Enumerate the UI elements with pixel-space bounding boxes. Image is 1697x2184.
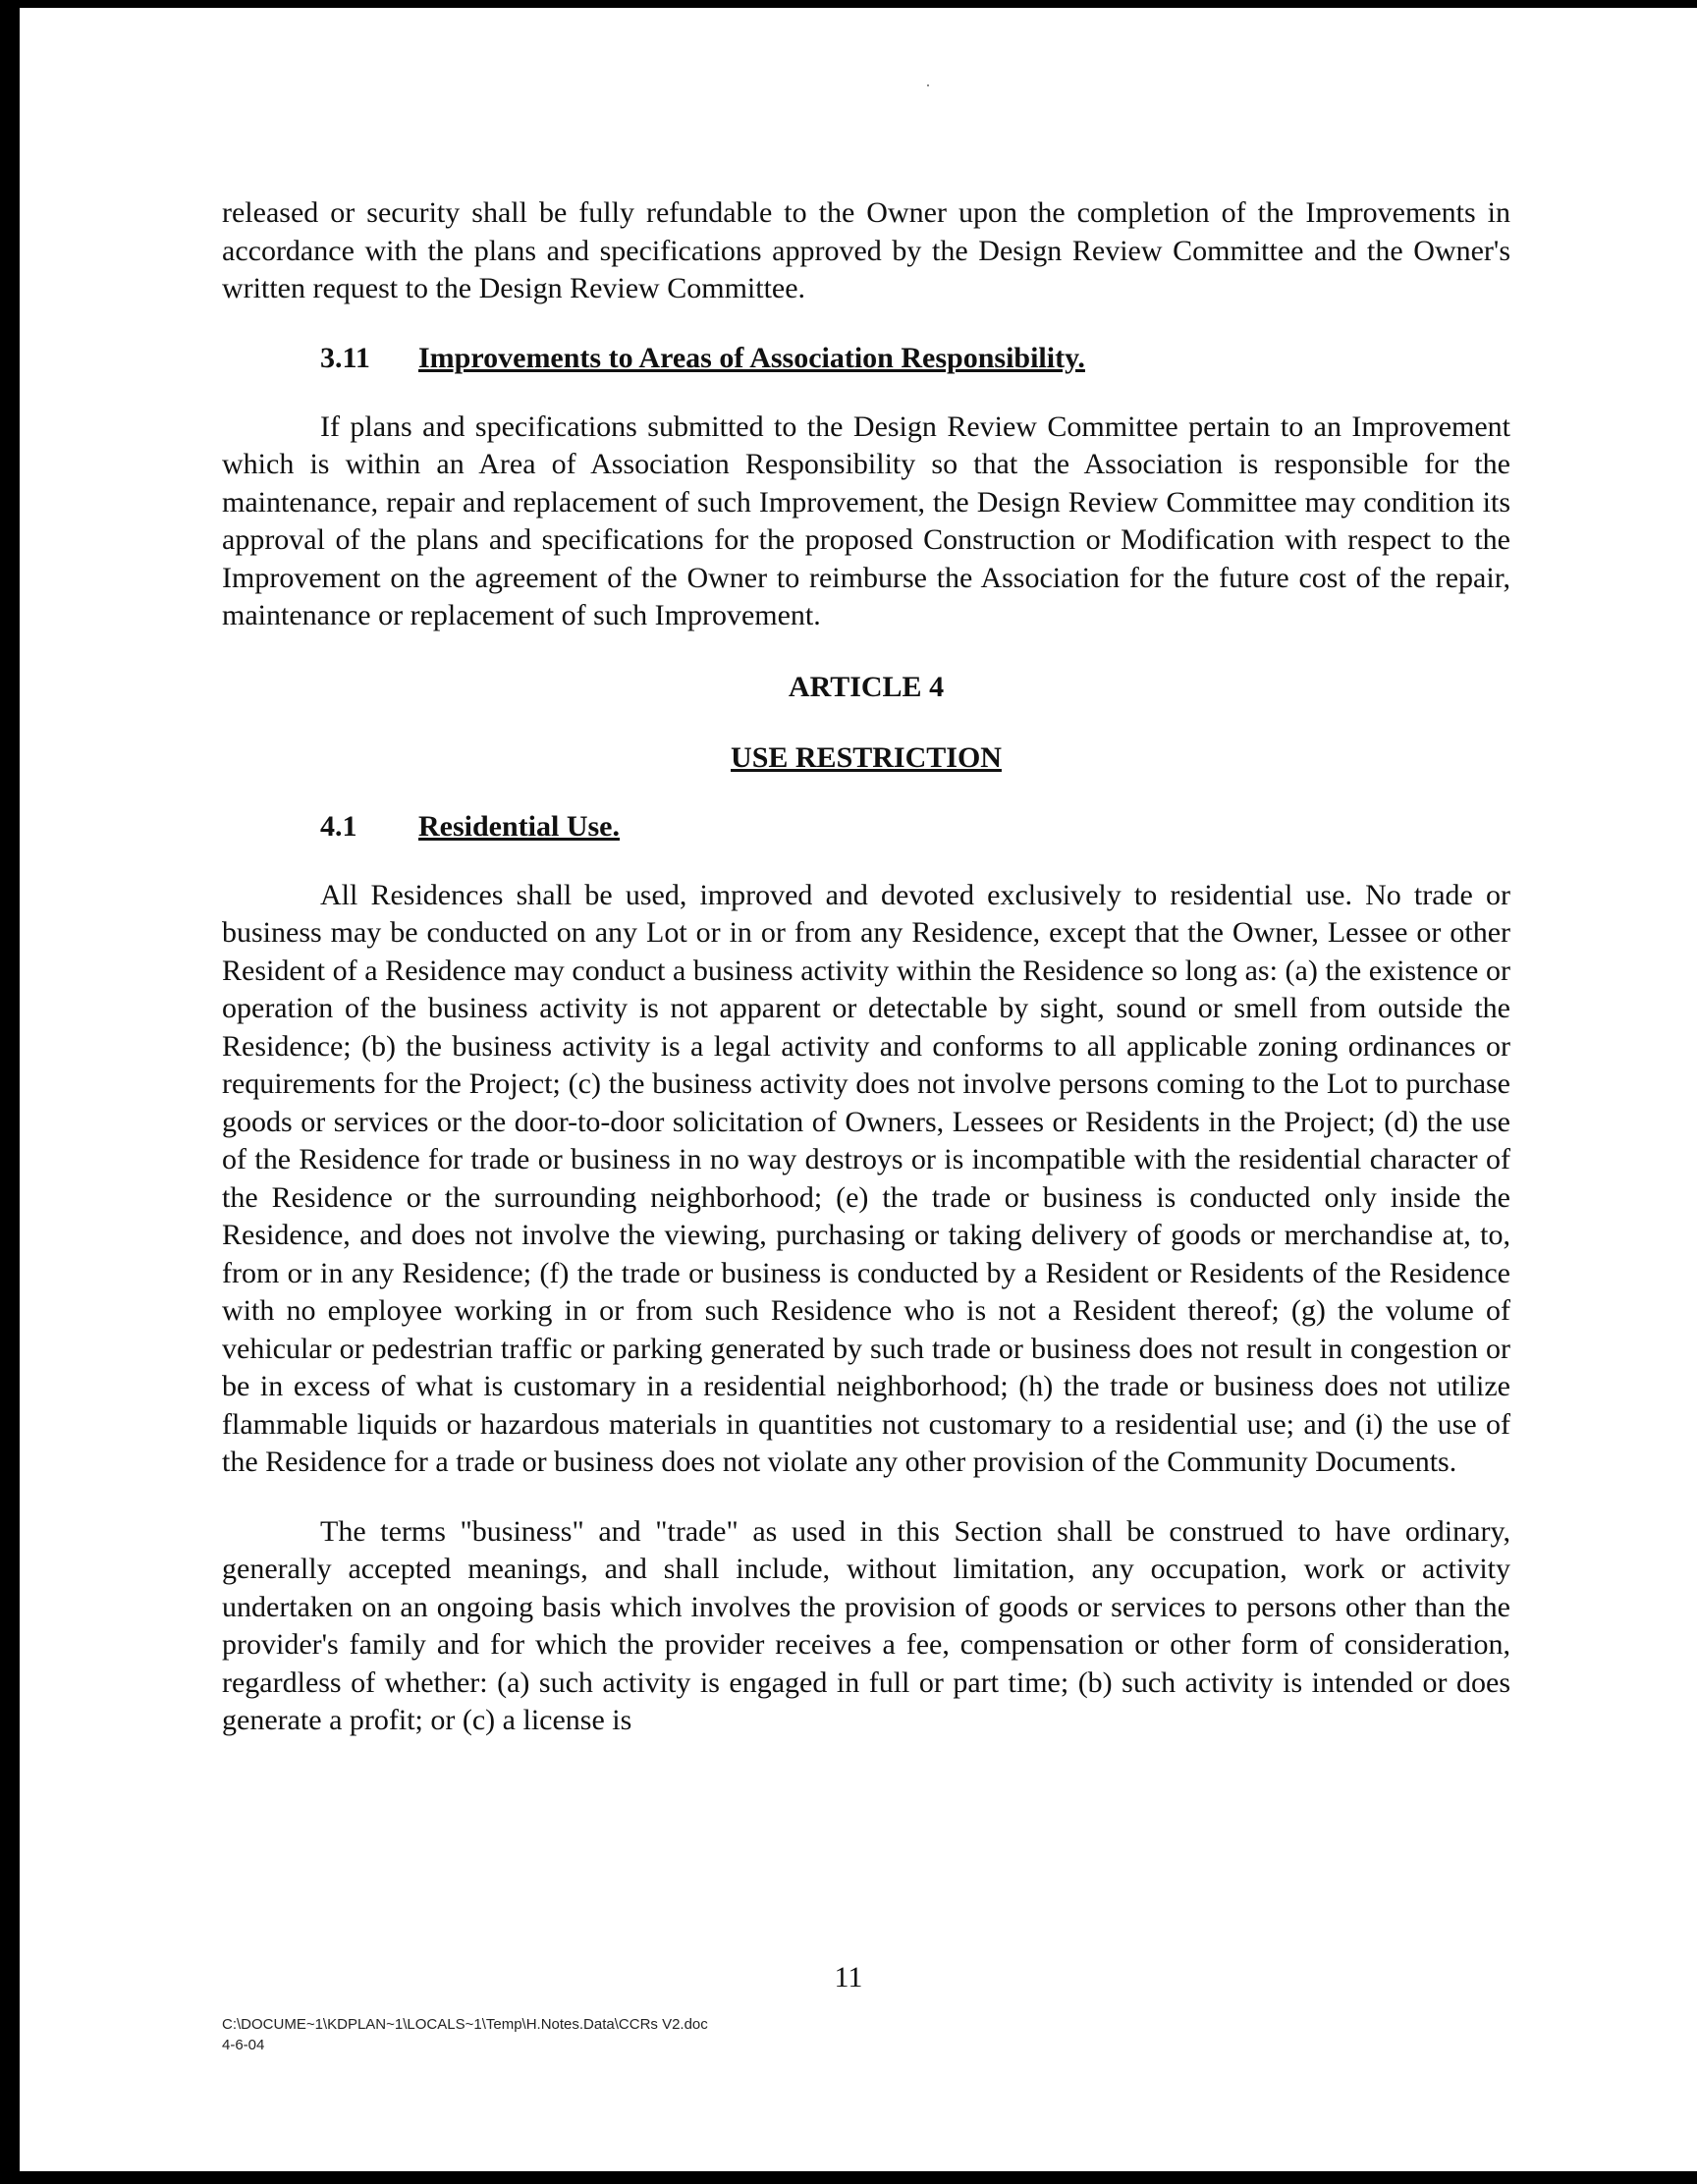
intro-paragraph: released or security shall be fully refundable to the Owner upon the completion of the Improvements in accordance with the plans and specifications approved by the Design Review Committee and the Owner's written request to the Design Review Committee. xyxy=(222,196,1510,304)
section-title: Residential Use. xyxy=(418,809,620,843)
scan-border-bottom xyxy=(0,2171,1697,2184)
section-heading-3-11 xyxy=(222,340,1510,377)
section-heading-4-1 xyxy=(222,808,1510,846)
document-page xyxy=(222,194,1510,1740)
scan-speck xyxy=(927,84,929,86)
footer-file-path: C:\DOCUME~1\KDPLAN~1\LOCALS~1\Temp\H.Notes.Data\CCRs V2.doc xyxy=(222,2016,708,2033)
footer-date: 4-6-04 xyxy=(222,2037,265,2053)
section-3-11-paragraph: If plans and specifications submitted to the Design Review Committee pertain to an Improvement which is within an Area of Association Responsibility so that the Association is responsible for the maintenance, repair and replacement of such Improvement, the Design Review Committee may condition its approval of the plans and specifications for the proposed Construction or Modification with respect to the Improvement on the agreement of the Owner to reimburse the Association for the future cost of the repair, maintenance or replacement of such Improvement. xyxy=(222,410,1510,631)
section-4-1-paragraph-2: The terms "business" and "trade" as used in this Section shall be construed to have ordinary, generally accepted meanings, and shall include, without limitation, any occupation, work or activity undertaken on an ongoing basis which involves the provision of goods or services to persons other than the provider's family and for which the provider receives a fee, compensation or other form of consideration, regardless of whether: (a) such activity is engaged in full or part time; (b) such activity is intended or does generate a profit; or (c) a license is xyxy=(222,1514,1510,1736)
scan-border-top xyxy=(0,0,1697,8)
page-number: 11 xyxy=(834,1961,863,1993)
scan-border-left xyxy=(0,0,20,2184)
article-title: USE RESTRICTION xyxy=(731,740,1002,774)
section-number: 3.11 xyxy=(320,341,370,374)
section-number: 4.1 xyxy=(320,809,357,843)
section-4-1-paragraph-1: All Residences shall be used, improved and devoted exclusively to residential use. No trade or business may be conducted on any Lot or in or from any Residence, except that the Owner, Lessee or other Resident of a Residence may conduct a business activity within the Residence so long as: (a) the existence or operation of the business activity is not apparent or detectable by sight, sound or smell from outside the Residence; (b) the business activity is a legal activity and conforms to all applicable zoning ordinances or requirements for the Project; (c) the business activity does not involve persons coming to the Lot to purchase goods or services or the door-to-door solicitation of Owners, Lessees or Residents in the Project; (d) the use of the Residence for trade or business in no way destroys or is incompatible with the residential character of the Residence or the surrounding neighborhood; (e) the trade or business is conducted only inside the Residence, and does not involve the viewing, purchasing or taking delivery of goods or merchandise at, to, from or in any Residence; (f) the trade or business is conducted by a Resident or Residents of the Residence with no employee working in or from such Residence who is not a Resident thereof; (g) the volume of vehicular or pedestrian traffic or parking generated by such trade or business does not result in congestion or be in excess of what is customary in a residential neighborhood; (h) the trade or business does not utilize flammable liquids or hazardous materials in quantities not customary to a residential use; and (i) the use of the Residence for a trade or business does not violate any other provision of the Community Documents. xyxy=(222,878,1510,1478)
article-number: ARTICLE 4 xyxy=(788,670,945,703)
section-title: Improvements to Areas of Association Responsibility. xyxy=(418,341,1085,374)
